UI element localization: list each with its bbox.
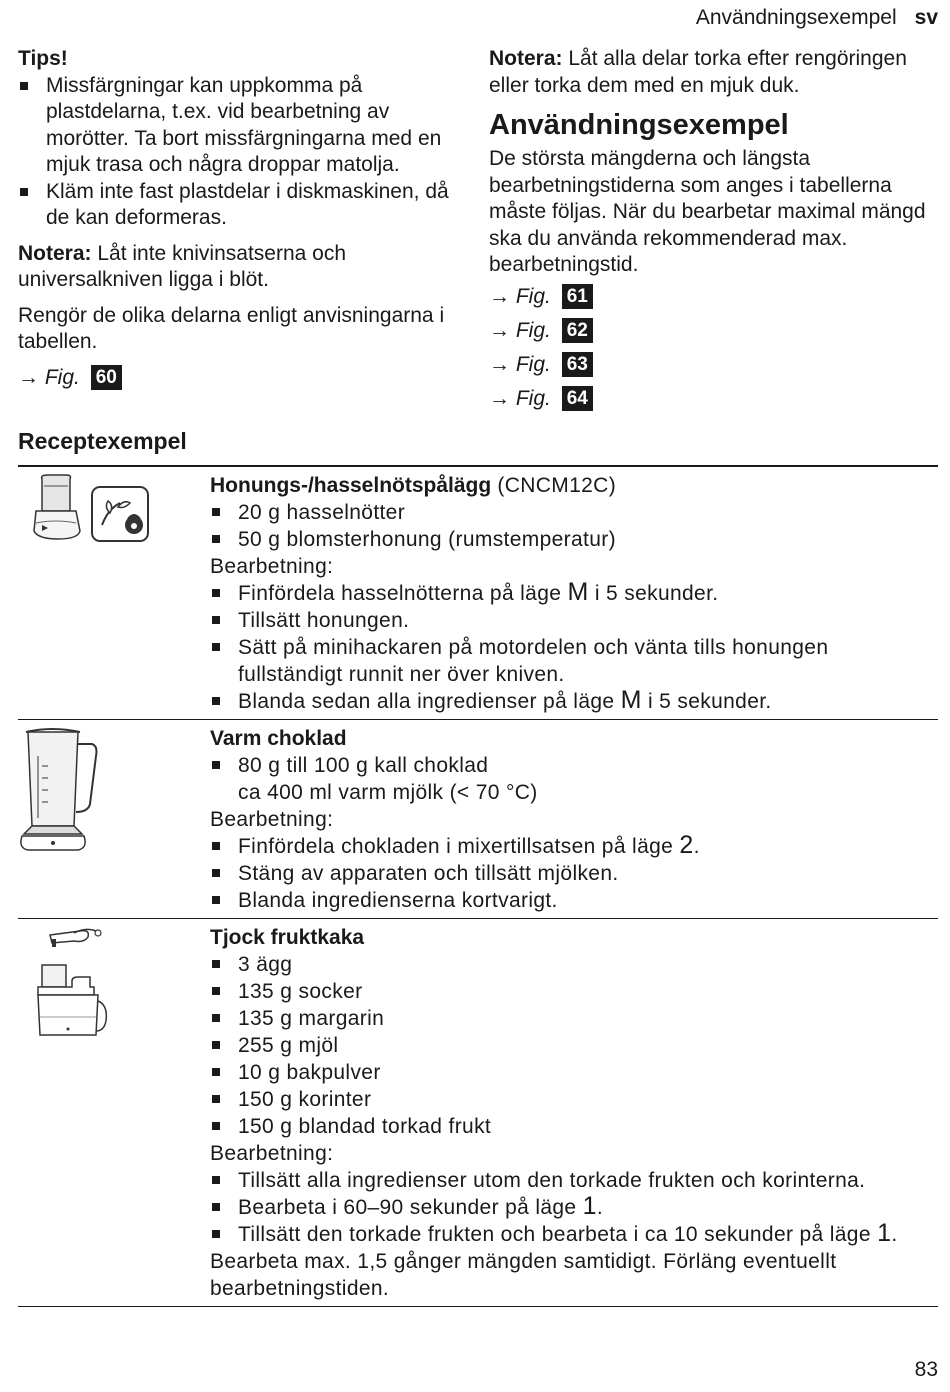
fig-label: Fig. [515,318,551,342]
tip-item: Kläm inte fast plastdelar i diskmaskinen, då de kan deformeras. [18,179,468,232]
fig-label: Fig. [515,352,551,376]
setting-label: 1 [877,1219,892,1247]
note-label: Notera: [489,47,563,70]
recipe-model: (CNCM12C) [491,474,617,497]
setting-label: M [620,686,642,714]
step-item: Finfördela chokladen i mixertillsatsen på läge 2. [210,833,938,860]
ingredient-item: 80 g till 100 g kall choklad [210,752,938,779]
ingredient-item: 150 g korinter [210,1086,938,1113]
ingredient-item: 150 g blandad torkad frukt [210,1113,938,1140]
step-list [210,580,938,715]
recipe-icons [18,473,203,545]
arrow-icon: → [489,318,510,342]
ingredient-item: 3 ägg [210,951,938,978]
arrow-icon: → [489,386,510,410]
recipe-icons [18,925,203,1045]
ingredient-list [210,499,938,553]
recipe-note: Bearbeta max. 1,5 gånger mängden samtidigt. Förläng eventuellt bearbetningstiden. [210,1250,837,1300]
recipe-text [210,720,938,918]
step-item: Tillsätt honungen. [210,607,938,634]
arrow-icon: → [489,284,510,308]
ingredient-item: 135 g socker [210,978,938,1005]
ingredient-item: 20 g hasselnötter [210,499,938,526]
food-processor-icon [18,925,118,1045]
note-text: Låt alla delar torka efter rengöringen eller torka dem med en mjuk duk. [489,47,907,97]
tip-item: Missfärgningar kan uppkomma på plastdelarna, t.ex. vid bearbetning av morötter. Ta bort missfärgningarna med en mjuk trasa och några droppar matolja. [18,73,468,179]
setting-label: 2 [679,831,694,859]
cleaning-paragraph: Rengör de olika delarna enligt anvisningarna i tabellen. [18,303,445,353]
right-column [489,46,939,420]
step-item: Sätt på minihackaren på motordelen och vänta tills honungen fullständigt runnit ner över kniven. [210,634,938,688]
page-header [696,6,938,30]
ingredient-list [210,752,938,779]
processing-label: Bearbetning: [210,555,334,578]
ingredient-continued: ca 400 ml varm mjölk (< 70 °C) [238,781,538,804]
tips-title: Tips! [18,47,68,70]
arrow-icon: → [18,365,39,389]
step-item: Tillsätt alla ingredienser utom den torkade frukten och korinterna. [210,1167,938,1194]
processing-label: Bearbetning: [210,1142,334,1165]
recipe-name: Varm choklad [210,727,347,750]
step-item: Blanda ingredienserna kortvarigt. [210,887,938,914]
figure-number: 64 [562,386,593,411]
recipe-name: Honungs-/hasselnötspålägg [210,474,492,497]
setting-label: 1 [582,1192,597,1220]
ingredient-item: 10 g bakpulver [210,1059,938,1086]
figure-number: 62 [562,318,593,343]
figure-reference[interactable] [489,386,939,413]
note-paragraph [18,241,468,294]
figure-number: 61 [562,284,593,309]
header-lang: sv [914,6,938,29]
tips-list [18,73,468,232]
recipe-row [18,919,938,1307]
step-item: Bearbeta i 60–90 sekunder på läge 1. [210,1194,938,1221]
figure-reference[interactable] [489,284,939,311]
mini-chopper-icon [18,473,153,545]
note-label: Notera: [18,241,92,265]
step-item: Finfördela hasselnötterna på läge M i 5 sekunder. [210,580,938,607]
step-item: Stäng av apparaten och tillsätt mjölken. [210,860,938,887]
step-item: Blanda sedan alla ingredienser på läge M i 5 sekunder. [210,688,938,715]
processing-label: Bearbetning: [210,808,334,831]
fig-label: Fig. [44,365,80,389]
figure-number: 60 [91,365,122,390]
fig-label: Fig. [515,284,551,308]
recipes-table [18,465,938,1307]
setting-label: M [567,578,589,606]
step-list [210,833,938,914]
header-section: Användningsexempel [695,6,897,29]
intro-paragraph: De största mängderna och längsta bearbetningstiderna som anges i tabellerna måste följas. När du bearbetar maximal mängd ska du använda rekommenderad max. bearbetningstid. [489,147,926,276]
recipes-title: Receptexempel [18,428,187,454]
step-item: Tillsätt den torkade frukten och bearbeta i ca 10 sekunder på läge 1. [210,1221,938,1248]
blender-icon [18,726,108,856]
note-text: Låt inte knivinsatserna och universalkniven ligga i blöt. [18,241,346,291]
recipe-row [18,720,938,919]
step-list [210,1167,938,1248]
figure-number: 63 [562,352,593,377]
fig-label: Fig. [515,386,551,410]
page-number: 83 [914,1358,938,1381]
ingredient-item: 255 g mjöl [210,1032,938,1059]
recipe-icons [18,726,203,856]
ingredient-item: 135 g margarin [210,1005,938,1032]
recipe-text [210,467,938,719]
ingredient-list [210,951,938,1140]
recipe-name: Tjock fruktkaka [210,926,365,949]
figure-reference[interactable] [489,352,939,379]
note-paragraph [489,46,939,99]
section-title: Användningsexempel [489,109,789,141]
ingredient-item: 50 g blomsterhonung (rumstemperatur) [210,526,938,553]
recipe-row [18,467,938,720]
figure-reference[interactable] [18,365,468,392]
arrow-icon: → [489,352,510,376]
left-column [18,46,468,399]
figure-reference[interactable] [489,318,939,345]
recipe-text [210,919,938,1306]
